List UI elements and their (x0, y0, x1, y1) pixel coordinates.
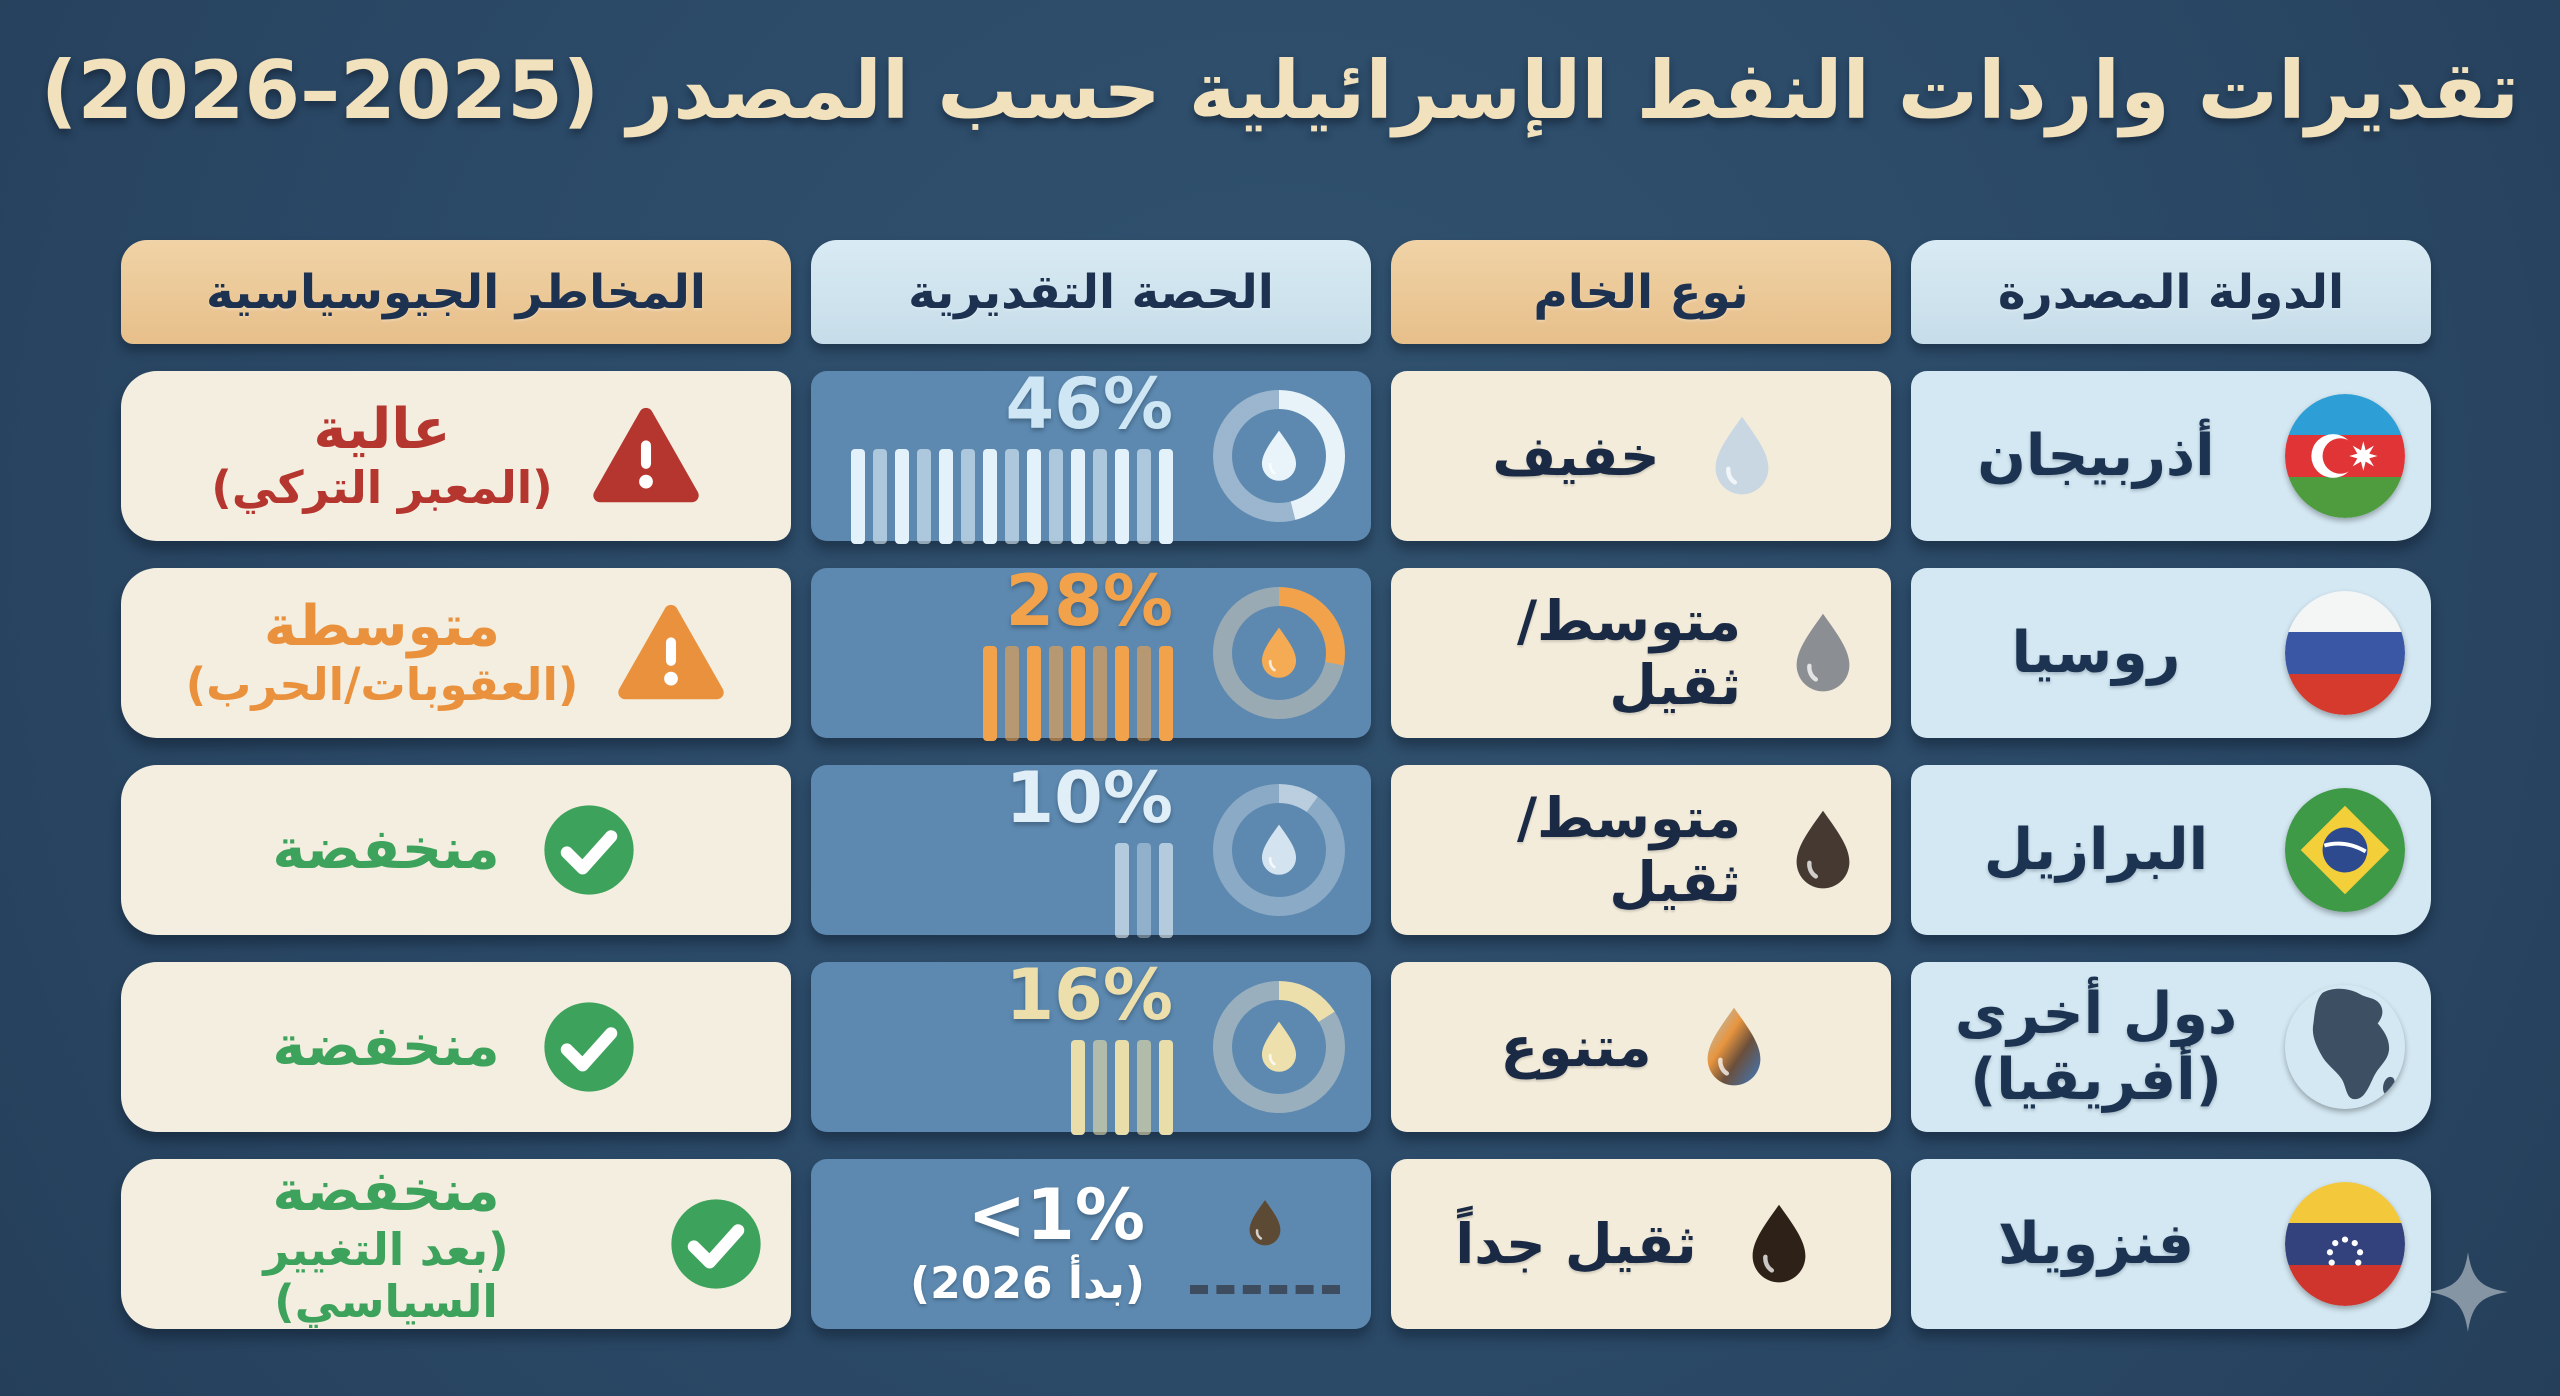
share-drop-dash-icon (1185, 1195, 1345, 1294)
tick-bar (873, 449, 887, 544)
column-header-country: الدولة المصدرة (1911, 240, 2431, 344)
tick-bar (1049, 646, 1063, 741)
risk-level: منخفضة (272, 1159, 500, 1225)
table-row-risk-cell (121, 1159, 791, 1329)
table-row-country-cell (1911, 765, 2431, 935)
tick-bar (961, 449, 975, 544)
tick-bar (1137, 843, 1151, 938)
tick-bar (1049, 449, 1063, 544)
tick-bar (1159, 449, 1173, 544)
risk-level: منخفضة (272, 816, 500, 882)
crude-type-label: متوسط/ثقيل (1516, 589, 1741, 717)
oil-drop-icon (1686, 999, 1782, 1095)
risk-level: عالية (313, 396, 451, 462)
warning-icon (616, 598, 726, 708)
share-percentage: 28% (1005, 559, 1173, 642)
tick-bar (1071, 1040, 1085, 1135)
table-row-risk-cell (121, 568, 791, 738)
column-header-crude-type: نوع الخام (1391, 240, 1891, 344)
column-header-geopolitical-risk: المخاطر الجيوسياسية (121, 240, 791, 344)
share-tick-bar (1115, 843, 1173, 938)
country-name: دول أخرى (أفريقيا) (1954, 981, 2238, 1113)
oil-drop-icon (1775, 605, 1871, 701)
share-percentage: 16% (1005, 953, 1173, 1036)
oil-imports-table (121, 240, 2431, 1329)
oil-drop-icon (1775, 802, 1871, 898)
tick-bar (1115, 449, 1129, 544)
table-row-share-cell (811, 756, 1371, 935)
oil-drop-icon (1694, 408, 1790, 504)
tick-bar (1159, 1040, 1173, 1135)
tick-bar (1115, 843, 1129, 938)
tick-bar (983, 646, 997, 741)
table-row-share-cell (811, 953, 1371, 1132)
country-name: فنزويلا (1997, 1211, 2195, 1277)
risk-detail: (المعبر التركي) (211, 461, 553, 515)
tick-bar (1071, 449, 1085, 544)
tick-bar (1071, 646, 1085, 741)
oil-drop-icon (1686, 999, 1782, 1095)
warning-icon (591, 401, 701, 511)
table-row-crude-type-cell (1391, 962, 1891, 1132)
share-donut-icon (1213, 587, 1345, 719)
tick-bar (1137, 646, 1151, 741)
table-row-crude-type-cell (1391, 568, 1891, 738)
table-row-share-cell (811, 1159, 1371, 1329)
table-row-crude-type-cell (1391, 1159, 1891, 1329)
share-percentage: 46% (1005, 362, 1173, 445)
country-name: أذربيجان (1977, 423, 2215, 489)
check-icon (538, 799, 640, 901)
check-icon (538, 996, 640, 1098)
share-donut-icon (1213, 390, 1345, 522)
oil-drop-icon (1731, 1196, 1827, 1292)
share-tick-bar (983, 646, 1173, 741)
country-name: روسيا (2011, 620, 2181, 686)
table-row-country-cell (1911, 962, 2431, 1132)
tick-bar (1137, 1040, 1151, 1135)
tick-bar (1027, 646, 1041, 741)
column-header-estimated-share: الحصة التقديرية (811, 240, 1371, 344)
table-row-country-cell (1911, 1159, 2431, 1329)
oil-drop-icon (1694, 408, 1790, 504)
tick-bar (939, 449, 953, 544)
oil-drop-icon (1775, 605, 1871, 701)
share-note: (بدأ 2026) (909, 1257, 1145, 1309)
risk-level: متوسطة (263, 593, 501, 659)
check-icon (665, 1193, 767, 1295)
table-row-share-cell (811, 559, 1371, 738)
brazil-flag (2285, 788, 2405, 912)
tick-bar (1005, 646, 1019, 741)
table-row-crude-type-cell (1391, 765, 1891, 935)
tick-bar (895, 449, 909, 544)
oil-drop-icon (1248, 425, 1310, 487)
table-row-country-cell (1911, 371, 2431, 541)
oil-drop-icon (1248, 819, 1310, 881)
table-row-crude-type-cell (1391, 371, 1891, 541)
risk-level: منخفضة (272, 1013, 500, 1079)
tick-bar (983, 449, 997, 544)
tick-bar (1159, 646, 1173, 741)
azerbaijan-flag (2285, 394, 2405, 518)
crude-type-label: متوسط/ثقيل (1516, 786, 1741, 914)
africa-map-icon (2285, 985, 2405, 1109)
crude-type-label: متنوع (1500, 1015, 1652, 1079)
page-title: تقديرات واردات النفط الإسرائيلية حسب المصدر (2025–2026) (40, 44, 2520, 137)
oil-drop-icon (1731, 1196, 1827, 1292)
country-name: البرازيل (1983, 817, 2209, 883)
dashed-line (1190, 1285, 1340, 1294)
table-row-country-cell (1911, 568, 2431, 738)
russia-flag (2285, 591, 2405, 715)
tick-bar (1093, 1040, 1107, 1135)
table-row-share-cell (811, 362, 1371, 541)
risk-detail: (بعد التغيير السياسي) (263, 1223, 509, 1329)
crude-type-label: ثقيل جداً (1455, 1212, 1697, 1276)
tick-bar (851, 449, 865, 544)
sparkle-icon (2428, 1252, 2508, 1332)
tick-bar (1027, 449, 1041, 544)
table-row-risk-cell (121, 371, 791, 541)
share-donut-icon (1213, 784, 1345, 916)
tick-bar (1093, 449, 1107, 544)
tick-bar (1115, 1040, 1129, 1135)
tick-bar (1159, 843, 1173, 938)
tick-bar (1093, 646, 1107, 741)
tick-bar (1005, 449, 1019, 544)
table-row-risk-cell (121, 765, 791, 935)
tick-bar (1137, 449, 1151, 544)
risk-detail: (العقوبات/الحرب) (185, 658, 579, 712)
venezuela-flag (2285, 1182, 2405, 1306)
table-row-risk-cell (121, 962, 791, 1132)
tick-bar (917, 449, 931, 544)
oil-drop-icon (1237, 1195, 1293, 1251)
share-tick-bar (851, 449, 1173, 544)
share-percentage: <1% (967, 1173, 1145, 1256)
oil-drop-icon (1248, 622, 1310, 684)
share-percentage: 10% (1005, 756, 1173, 839)
share-donut-icon (1213, 981, 1345, 1113)
crude-type-label: خفيف (1492, 424, 1660, 488)
oil-drop-icon (1248, 1016, 1310, 1078)
oil-drop-icon (1775, 802, 1871, 898)
tick-bar (1115, 646, 1129, 741)
share-tick-bar (1071, 1040, 1173, 1135)
